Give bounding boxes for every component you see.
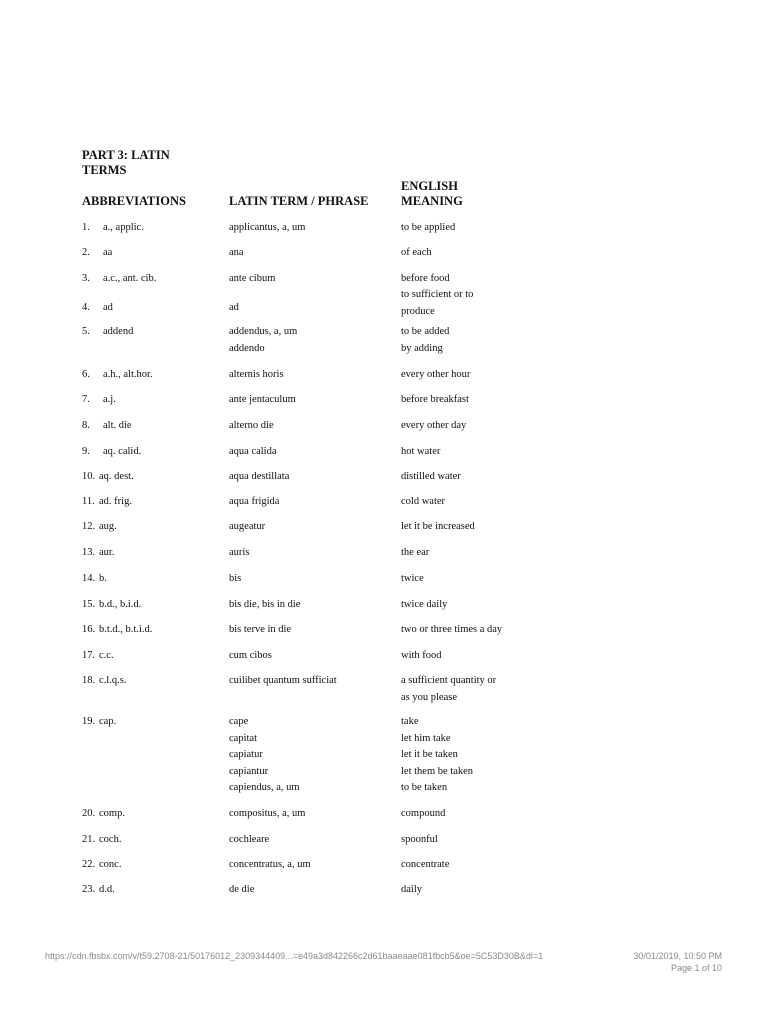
english-meaning-line: every other hour — [401, 369, 471, 380]
latin-term-line: capiantur — [229, 765, 269, 777]
latin-term-line: cum cibos — [229, 650, 272, 661]
row-number: 21. — [82, 834, 96, 845]
english-meaning-line: let him take — [401, 732, 451, 744]
abbreviation-cell: a.h., alt.hor. — [103, 369, 153, 380]
abbreviation-cell: c.l.q.s. — [99, 675, 127, 686]
english-meaning-cell — [401, 444, 440, 461]
abbreviation-cell: aug. — [99, 521, 117, 532]
row-number: 6. — [82, 369, 90, 380]
english-meaning-cell — [401, 545, 429, 562]
row-number: 5. — [82, 326, 90, 337]
abbreviation-cell: aa — [103, 247, 113, 258]
latin-term-line: concentratus, a, um — [229, 859, 311, 870]
english-meaning-cell — [401, 392, 469, 409]
latin-term-cell — [229, 806, 305, 823]
english-meaning-line: before breakfast — [401, 394, 469, 405]
english-meaning-line: daily — [401, 884, 422, 895]
abbreviation-cell: b. — [99, 573, 107, 584]
latin-term-line: ad — [229, 302, 239, 313]
english-meaning-line: by adding — [401, 342, 443, 354]
latin-term-cell — [229, 519, 265, 536]
latin-term-cell — [229, 444, 277, 461]
latin-term-cell — [229, 418, 274, 435]
abbreviation-cell: coch. — [99, 834, 122, 845]
english-meaning-cell — [401, 519, 475, 536]
latin-term-line: bis terve in die — [229, 624, 292, 635]
latin-term-line: augeatur — [229, 521, 266, 532]
latin-term-cell — [229, 245, 244, 262]
row-number: 9. — [82, 446, 90, 457]
english-meaning-cell — [401, 469, 461, 486]
english-meaning-cell — [401, 571, 424, 588]
row-number: 20. — [82, 808, 96, 819]
latin-term-line: aqua destillata — [229, 471, 290, 482]
english-meaning-cell — [401, 287, 473, 320]
latin-term-line: ante cibum — [229, 273, 276, 284]
abbreviation-cell: a., applic. — [103, 222, 144, 233]
english-meaning-line: every other day — [401, 420, 467, 431]
row-number: 17. — [82, 650, 96, 661]
row-number: 23. — [82, 884, 96, 895]
row-number: 11. — [82, 496, 95, 507]
latin-term-cell — [229, 545, 249, 562]
latin-term-cell — [229, 392, 296, 409]
latin-term-cell — [229, 271, 275, 288]
latin-term-cell — [229, 882, 254, 899]
latin-term-cell — [229, 714, 300, 797]
english-meaning-line: take — [401, 716, 419, 727]
latin-term-line: addendo — [229, 342, 265, 354]
abbreviation-cell: aq. dest. — [99, 471, 134, 482]
row-number: 3. — [82, 273, 90, 284]
latin-term-cell — [229, 571, 241, 588]
english-meaning-line: of each — [401, 247, 432, 258]
latin-term-cell — [229, 324, 297, 357]
latin-term-cell — [229, 622, 291, 639]
latin-term-line: capitat — [229, 732, 257, 744]
english-meaning-cell — [401, 367, 470, 384]
latin-term-line: de die — [229, 884, 255, 895]
footer-meta — [633, 950, 722, 974]
english-meaning-cell — [401, 622, 502, 639]
abbreviation-cell: b.d., b.i.d. — [99, 599, 142, 610]
english-meaning-cell — [401, 245, 432, 262]
english-meaning-cell — [401, 673, 496, 706]
row-number: 12. — [82, 521, 96, 532]
latin-term-line: aqua frigida — [229, 496, 280, 507]
latin-term-line: cape — [229, 716, 249, 727]
abbreviation-cell: c.c. — [99, 650, 114, 661]
row-number: 22. — [82, 859, 96, 870]
latin-term-line: compositus, a, um — [229, 808, 306, 819]
abbreviation-cell: ad — [103, 302, 113, 313]
footer-datetime: 30/01/2019, 10:50 PM — [633, 951, 722, 961]
latin-term-line: applicantus, a, um — [229, 222, 306, 233]
english-meaning-line: produce — [401, 305, 435, 317]
english-meaning-cell — [401, 418, 466, 435]
footer-url: https://cdn.fbsbx.com/v/t59.2708-21/50176012_2309344409...=e49a3d842266c2d61baaeaae081fbcb5&oe=5C53D30B&dl=1 — [45, 951, 544, 961]
english-meaning-line: let it be increased — [401, 521, 475, 532]
english-meaning-line: before food — [401, 273, 450, 284]
latin-term-cell — [229, 220, 305, 237]
latin-term-cell — [229, 300, 239, 317]
latin-term-line: capiendus, a, um — [229, 782, 300, 793]
latin-term-cell — [229, 673, 337, 690]
english-meaning-line: the ear — [401, 547, 430, 558]
latin-term-line: bis die, bis in die — [229, 599, 301, 610]
latin-term-cell — [229, 597, 300, 614]
english-meaning-cell — [401, 597, 447, 614]
english-meaning-cell — [401, 806, 445, 823]
english-meaning-line: concentrate — [401, 859, 450, 870]
english-meaning-cell — [401, 220, 455, 237]
english-meaning-line: twice daily — [401, 599, 448, 610]
latin-term-line: aqua calida — [229, 446, 277, 457]
english-meaning-line: to sufficient or to — [401, 289, 474, 300]
latin-term-cell — [229, 469, 289, 486]
footer-page-number: Page 1 of 10 — [670, 963, 722, 973]
english-meaning-line: with food — [401, 650, 442, 661]
latin-term-line: bis — [229, 573, 242, 584]
header-latin-term: LATIN TERM / PHRASE — [229, 194, 369, 208]
latin-term-cell — [229, 648, 272, 665]
english-meaning-cell — [401, 882, 422, 899]
row-number: 1. — [82, 222, 90, 233]
row-number: 18. — [82, 675, 96, 686]
english-meaning-line: to be added — [401, 326, 450, 337]
latin-term-cell — [229, 832, 269, 849]
english-meaning-line: let it be taken — [401, 749, 458, 760]
english-meaning-cell — [401, 648, 442, 665]
row-number: 4. — [82, 302, 90, 313]
row-number: 8. — [82, 420, 90, 431]
latin-term-line: auris — [229, 547, 250, 558]
latin-term-cell — [229, 367, 284, 384]
abbreviation-cell: cap. — [99, 716, 117, 727]
english-meaning-cell — [401, 324, 449, 357]
english-meaning-line: distilled water — [401, 471, 461, 482]
row-number: 15. — [82, 599, 96, 610]
row-number: 14. — [82, 573, 96, 584]
english-meaning-cell — [401, 494, 445, 511]
abbreviation-cell: comp. — [99, 808, 125, 819]
section-title: PART 3: LATIN TERMS — [82, 148, 170, 177]
english-meaning-line: to be taken — [401, 782, 448, 793]
abbreviation-cell: conc. — [99, 859, 122, 870]
header-english-meaning: ENGLISH MEANING — [401, 179, 463, 208]
abbreviation-cell: d.d. — [99, 884, 115, 895]
abbreviation-cell: aq. calid. — [103, 446, 142, 457]
latin-term-line: ana — [229, 247, 244, 258]
latin-term-line: cochleare — [229, 834, 270, 845]
latin-term-line: addendus, a, um — [229, 326, 298, 337]
english-meaning-line: two or three times a day — [401, 624, 503, 635]
latin-term-cell — [229, 857, 311, 874]
english-meaning-line: let them be taken — [401, 765, 474, 777]
english-meaning-line: as you please — [401, 691, 457, 703]
abbreviation-cell: a.c., ant. cib. — [103, 273, 157, 284]
english-meaning-line: compound — [401, 808, 446, 819]
row-number: 16. — [82, 624, 96, 635]
latin-term-line: ante jentaculum — [229, 394, 296, 405]
english-meaning-line: to be applied — [401, 222, 456, 233]
latin-term-line: capiatur — [229, 749, 263, 760]
row-number: 13. — [82, 547, 96, 558]
latin-term-line: cuilibet quantum sufficiat — [229, 675, 337, 686]
latin-term-line: alterno die — [229, 420, 274, 431]
english-meaning-line: spoonful — [401, 834, 438, 845]
english-meaning-line: twice — [401, 573, 424, 584]
abbreviation-cell: ad. frig. — [99, 496, 132, 507]
row-number: 10. — [82, 471, 96, 482]
abbreviation-cell: alt. die — [103, 420, 132, 431]
english-meaning-cell — [401, 271, 450, 288]
english-meaning-line: hot water — [401, 446, 441, 457]
abbreviation-cell: a.j. — [103, 394, 116, 405]
english-meaning-cell — [401, 832, 438, 849]
row-number: 7. — [82, 394, 90, 405]
abbreviation-cell: addend — [103, 326, 134, 337]
latin-term-line: alternis horis — [229, 369, 284, 380]
english-meaning-line: a sufficient quantity or — [401, 675, 497, 686]
english-meaning-line: cold water — [401, 496, 446, 507]
english-meaning-cell — [401, 714, 473, 797]
abbreviation-cell: aur. — [99, 547, 115, 558]
latin-term-cell — [229, 494, 279, 511]
row-number: 19. — [82, 716, 96, 727]
header-abbreviations: ABBREVIATIONS — [82, 194, 186, 208]
abbreviation-cell: b.t.d., b.t.i.d. — [99, 624, 153, 635]
row-number: 2. — [82, 247, 90, 258]
english-meaning-cell — [401, 857, 449, 874]
